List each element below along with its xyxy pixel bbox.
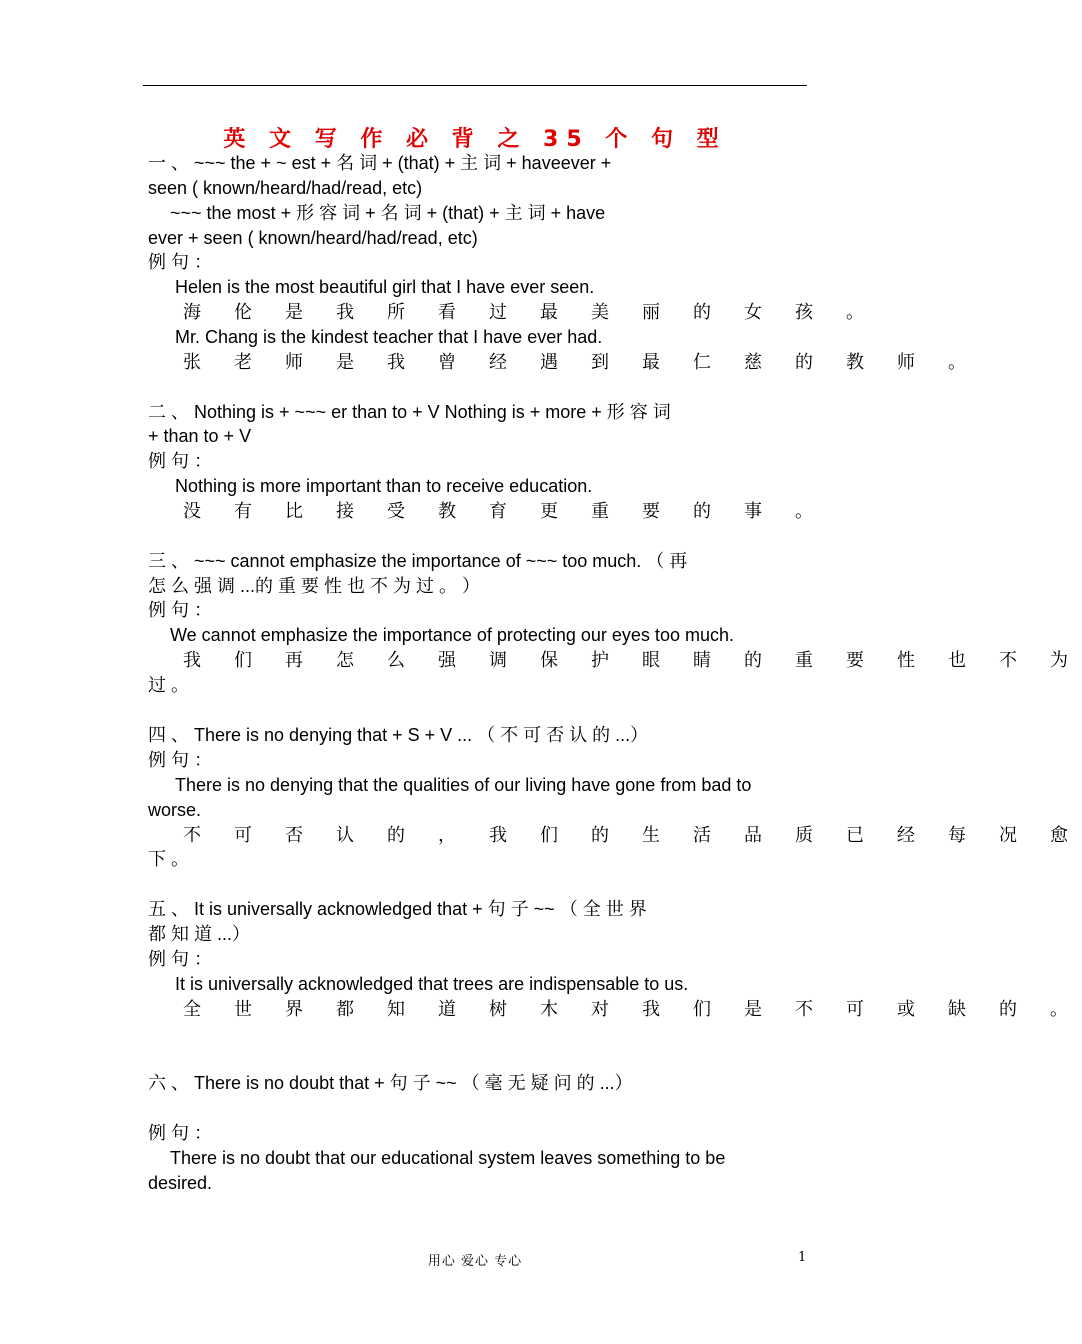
page-number: 1 xyxy=(798,1250,807,1265)
text-line: + than to + V xyxy=(148,426,252,446)
text-line: 二 、 Nothing is + ~~~ er than to + V Nothing is + more + 形 容 词 xyxy=(148,402,671,422)
text-line: 都 知 道 ...） xyxy=(148,924,251,944)
text-line: 下 。 xyxy=(148,849,190,869)
text-line: We cannot emphasize the importance of protecting our eyes too much. xyxy=(170,625,734,645)
text-line: 不 可 否 认 的 ， 我 们 的 生 活 品 质 已 经 每 况 愈 xyxy=(183,825,1082,845)
text-line: 我 们 再 怎 么 强 调 保 护 眼 睛 的 重 要 性 也 不 为 xyxy=(183,650,1082,670)
text-line: 五 、 It is universally acknowledged that + 句 子 ~~ （ 全 世 界 xyxy=(148,899,647,919)
text-line: Mr. Chang is the kindest teacher that I have ever had. xyxy=(175,327,603,347)
text-line: 六 、 There is no doubt that + 句 子 ~~ （ 毫 无 疑 问 的 ...） xyxy=(148,1073,633,1093)
footer-motto: 用心 爱心 专心 xyxy=(427,1254,523,1269)
text-line: 怎 么 强 调 ...的 重 要 性 也 不 为 过 。 ） xyxy=(148,576,481,596)
text-line: 一 、 ~~~ the + ~ est + 名 词 + (that) + 主 词 + haveever + xyxy=(148,153,612,173)
text-line: There is no denying that the qualities of our living have gone from bad to xyxy=(175,775,752,795)
text-line: 例 句 ： xyxy=(148,252,213,272)
text-line: 没 有 比 接 受 教 育 更 重 要 的 事 。 xyxy=(183,501,828,521)
text-line: Helen is the most beautiful girl that I have ever seen. xyxy=(175,277,595,297)
text-line: There is no doubt that our educational system leaves something to be xyxy=(170,1148,726,1168)
text-line: seen ( known/heard/had/read, etc) xyxy=(148,178,423,198)
text-line: 例 句 ： xyxy=(148,451,213,471)
text-line: 例 句 ： xyxy=(148,949,213,969)
text-line: 三 、 ~~~ cannot emphasize the importance of ~~~ too much. （ 再 xyxy=(148,551,688,571)
text-line: desired. xyxy=(148,1173,213,1193)
text-line: It is universally acknowledged that trees are indispensable to us. xyxy=(175,974,689,994)
text-line: 例 句 ： xyxy=(148,600,213,620)
text-line: worse. xyxy=(148,800,202,820)
text-line: 全 世 界 都 知 道 树 木 对 我 们 是 不 可 或 缺 的 。 xyxy=(183,999,1082,1019)
text-line: 例 句 ： xyxy=(148,1123,213,1143)
text-line: 例 句 ： xyxy=(148,750,213,770)
document-title: 英 文 写 作 必 背 之 35 个 句 型 xyxy=(223,127,727,152)
text-line: ~~~ the most + 形 容 词 + 名 词 + (that) + 主 词 + have xyxy=(170,203,606,223)
text-line: ever + seen ( known/heard/had/read, etc) xyxy=(148,228,478,248)
text-line: Nothing is more important than to receive education. xyxy=(175,476,593,496)
text-line: 过 。 xyxy=(148,675,190,695)
text-line: 海 伦 是 我 所 看 过 最 美 丽 的 女 孩 。 xyxy=(183,302,879,322)
header-rule xyxy=(143,85,807,86)
text-line: 四 、 There is no denying that + S + V ... （ 不 可 否 认 的 ...） xyxy=(148,725,649,745)
text-line: 张 老 师 是 我 曾 经 遇 到 最 仁 慈 的 教 师 。 xyxy=(183,352,981,372)
